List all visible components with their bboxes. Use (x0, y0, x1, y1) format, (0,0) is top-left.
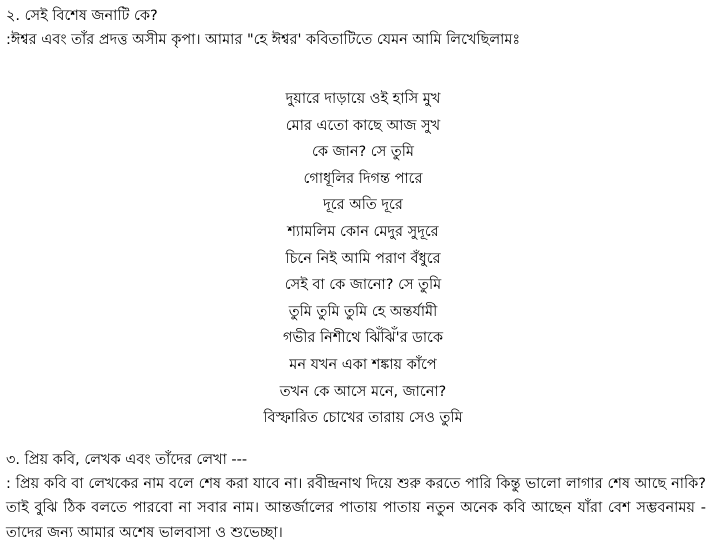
poem-line: তখন কে আসে মনে, জানো? (279, 383, 447, 400)
poem-line: কে জান? সে তুমি (312, 144, 414, 161)
question-3 (6, 448, 708, 546)
poem-line: বিস্ফারিত চোখের তারায় সেও তুমি (263, 410, 463, 427)
poem-line: তুমি তুমি তুমি হে অন্তর্যামী (288, 303, 438, 320)
poem (6, 86, 708, 432)
question-3-heading: ৩. প্রিয় কবি, লেখক এবং তাঁদের লেখা --- (6, 451, 248, 468)
poem-line: মোর এতো কাছে আজ সুখ (285, 117, 441, 134)
poem-line: চিনে নিই আমি পরাণ বঁধুরে (285, 250, 441, 267)
poem-line: সেই বা কে জানো? সে তুমি (284, 277, 442, 294)
poem-line: গোধূলির দিগন্ত পারে (303, 170, 423, 187)
poem-line: মন যখন একা শঙ্কায় কাঁপে (289, 356, 437, 373)
question-2-heading: ২. সেই বিশেষ জনাটি কে? (6, 8, 158, 24)
poem-line: গভীর নিশীথে ঝিঁঝিঁ'র ডাকে (282, 330, 444, 347)
question-2-answer: :ঈশ্বর এবং তাঁর প্রদত্ত অসীম কৃপা। আমার "হে ঈশ্বর' কবিতাটিতে যেমন আমি লিখেছিলামঃ (6, 32, 521, 48)
question-3-answer: : প্রিয় কবি বা লেখকের নাম বলে শেষ করা যাবে না। রবীন্দ্রনাথ দিয়ে শুরু করতে পারি কিন্তু ভালো লাগার শেষ আছে নাকি? তাই বুঝি ঠিক বলতে পারবো না সবার নাম। আন্তর্জালের পাতায় পাতায় নতুন অনেক কবি আছেন যাঁরা বেশ সম্ভবনাময় - তাদের জন্য আমার অশেষ ভালবাসা ও শুভেচ্ছা। (6, 475, 706, 541)
poem-line: দূরে অতি দূরে (323, 197, 403, 214)
poem-line: দুয়ারে দাড়ায়ে ওই হাসি মুখ (285, 91, 441, 107)
poem-line: শ্যামলিম কোন মেদুর সুদূরে (287, 223, 439, 240)
